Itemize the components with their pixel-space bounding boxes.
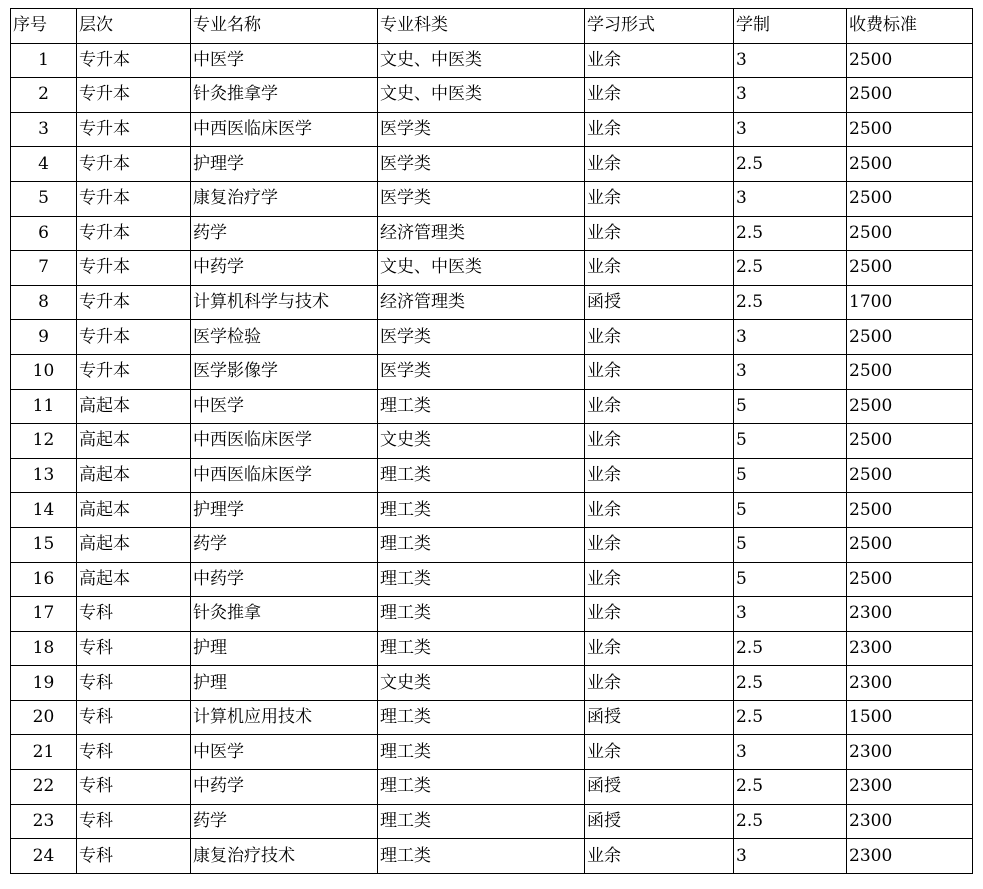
cell-fee: 1500: [847, 700, 973, 735]
cell-index: 7: [11, 251, 77, 286]
cell-major: 计算机应用技术: [191, 700, 378, 735]
cell-fee: 2300: [847, 666, 973, 701]
header-cell-fee: 收费标准: [847, 9, 973, 44]
cell-level: 高起本: [77, 458, 191, 493]
cell-major: 中西医临床医学: [191, 458, 378, 493]
cell-fee: 2500: [847, 181, 973, 216]
table-row: [11, 597, 973, 632]
cell-study-mode: 业余: [585, 424, 734, 459]
cell-study-mode: 业余: [585, 458, 734, 493]
cell-duration: 5: [734, 424, 847, 459]
cell-major: 中药学: [191, 251, 378, 286]
cell-duration: 2.5: [734, 700, 847, 735]
cell-level: 专科: [77, 597, 191, 632]
cell-major: 医学影像学: [191, 354, 378, 389]
cell-fee: 2500: [847, 147, 973, 182]
cell-level: 专升本: [77, 181, 191, 216]
table-row: [11, 389, 973, 424]
cell-duration: 3: [734, 354, 847, 389]
cell-fee: 2500: [847, 424, 973, 459]
cell-level: 专科: [77, 770, 191, 805]
cell-duration: 3: [734, 112, 847, 147]
cell-index: 11: [11, 389, 77, 424]
cell-category: 医学类: [378, 181, 585, 216]
cell-index: 15: [11, 527, 77, 562]
cell-category: 医学类: [378, 147, 585, 182]
cell-category: 理工类: [378, 458, 585, 493]
cell-level: 专科: [77, 804, 191, 839]
table-row: [11, 424, 973, 459]
cell-level: 专科: [77, 839, 191, 874]
header-cell-level: 层次: [77, 9, 191, 44]
table-row: [11, 251, 973, 286]
cell-major: 计算机科学与技术: [191, 285, 378, 320]
cell-duration: 5: [734, 562, 847, 597]
cell-study-mode: 业余: [585, 839, 734, 874]
cell-category: 文史类: [378, 424, 585, 459]
cell-major: 护理: [191, 631, 378, 666]
cell-duration: 2.5: [734, 631, 847, 666]
cell-category: 医学类: [378, 320, 585, 355]
cell-duration: 2.5: [734, 147, 847, 182]
cell-fee: 2300: [847, 735, 973, 770]
header-cell-study-mode: 学习形式: [585, 9, 734, 44]
cell-study-mode: 函授: [585, 770, 734, 805]
cell-study-mode: 函授: [585, 285, 734, 320]
cell-fee: 1700: [847, 285, 973, 320]
cell-major: 中药学: [191, 770, 378, 805]
cell-fee: 2500: [847, 562, 973, 597]
cell-major: 护理学: [191, 147, 378, 182]
cell-category: 理工类: [378, 839, 585, 874]
cell-level: 高起本: [77, 493, 191, 528]
cell-level: 高起本: [77, 527, 191, 562]
cell-duration: 2.5: [734, 251, 847, 286]
cell-study-mode: 业余: [585, 527, 734, 562]
cell-category: 理工类: [378, 804, 585, 839]
cell-level: 专升本: [77, 112, 191, 147]
cell-level: 高起本: [77, 562, 191, 597]
cell-study-mode: 业余: [585, 597, 734, 632]
cell-category: 理工类: [378, 527, 585, 562]
header-row: [11, 9, 973, 44]
cell-category: 理工类: [378, 389, 585, 424]
cell-duration: 2.5: [734, 666, 847, 701]
cell-level: 专升本: [77, 216, 191, 251]
cell-fee: 2300: [847, 631, 973, 666]
cell-study-mode: 业余: [585, 735, 734, 770]
cell-level: 专科: [77, 666, 191, 701]
cell-category: 经济管理类: [378, 216, 585, 251]
cell-major: 护理: [191, 666, 378, 701]
cell-fee: 2500: [847, 112, 973, 147]
fee-table: [10, 8, 973, 874]
table-row: [11, 112, 973, 147]
cell-fee: 2500: [847, 251, 973, 286]
table-body: [11, 9, 973, 874]
table-row: [11, 493, 973, 528]
cell-duration: 3: [734, 78, 847, 113]
cell-index: 6: [11, 216, 77, 251]
cell-duration: 2.5: [734, 285, 847, 320]
cell-category: 医学类: [378, 354, 585, 389]
cell-fee: 2500: [847, 493, 973, 528]
cell-index: 4: [11, 147, 77, 182]
cell-duration: 5: [734, 458, 847, 493]
cell-study-mode: 业余: [585, 493, 734, 528]
cell-study-mode: 函授: [585, 804, 734, 839]
cell-study-mode: 业余: [585, 78, 734, 113]
cell-index: 24: [11, 839, 77, 874]
header-cell-index: 序号: [11, 9, 77, 44]
cell-duration: 5: [734, 527, 847, 562]
cell-fee: 2500: [847, 78, 973, 113]
table-row: [11, 666, 973, 701]
cell-category: 理工类: [378, 700, 585, 735]
cell-category: 文史、中医类: [378, 251, 585, 286]
cell-major: 医学检验: [191, 320, 378, 355]
cell-study-mode: 业余: [585, 112, 734, 147]
cell-major: 中医学: [191, 735, 378, 770]
cell-index: 12: [11, 424, 77, 459]
table-row: [11, 43, 973, 78]
cell-level: 专升本: [77, 285, 191, 320]
cell-study-mode: 业余: [585, 631, 734, 666]
cell-fee: 2300: [847, 597, 973, 632]
cell-index: 10: [11, 354, 77, 389]
cell-study-mode: 业余: [585, 43, 734, 78]
cell-study-mode: 业余: [585, 216, 734, 251]
table-row: [11, 631, 973, 666]
cell-category: 理工类: [378, 770, 585, 805]
table-row: [11, 804, 973, 839]
cell-study-mode: 业余: [585, 147, 734, 182]
table-row: [11, 285, 973, 320]
cell-category: 文史、中医类: [378, 43, 585, 78]
cell-major: 药学: [191, 216, 378, 251]
cell-duration: 3: [734, 735, 847, 770]
cell-index: 13: [11, 458, 77, 493]
cell-index: 16: [11, 562, 77, 597]
cell-level: 专科: [77, 735, 191, 770]
cell-major: 康复治疗技术: [191, 839, 378, 874]
cell-duration: 2.5: [734, 216, 847, 251]
cell-fee: 2300: [847, 804, 973, 839]
cell-duration: 2.5: [734, 770, 847, 805]
cell-fee: 2500: [847, 43, 973, 78]
cell-level: 专升本: [77, 78, 191, 113]
cell-category: 理工类: [378, 735, 585, 770]
cell-major: 护理学: [191, 493, 378, 528]
cell-category: 文史、中医类: [378, 78, 585, 113]
cell-fee: 2500: [847, 458, 973, 493]
cell-major: 中药学: [191, 562, 378, 597]
table-row: [11, 354, 973, 389]
cell-fee: 2500: [847, 527, 973, 562]
cell-level: 专科: [77, 631, 191, 666]
cell-category: 文史类: [378, 666, 585, 701]
cell-level: 专升本: [77, 147, 191, 182]
cell-level: 专科: [77, 700, 191, 735]
cell-index: 14: [11, 493, 77, 528]
cell-level: 专升本: [77, 354, 191, 389]
cell-fee: 2500: [847, 216, 973, 251]
cell-index: 23: [11, 804, 77, 839]
table-row: [11, 700, 973, 735]
table-row: [11, 562, 973, 597]
cell-study-mode: 函授: [585, 700, 734, 735]
cell-fee: 2500: [847, 389, 973, 424]
cell-fee: 2300: [847, 839, 973, 874]
cell-major: 药学: [191, 527, 378, 562]
cell-study-mode: 业余: [585, 320, 734, 355]
header-cell-duration: 学制: [734, 9, 847, 44]
cell-duration: 3: [734, 181, 847, 216]
cell-duration: 3: [734, 320, 847, 355]
cell-duration: 3: [734, 597, 847, 632]
cell-fee: 2500: [847, 320, 973, 355]
cell-index: 17: [11, 597, 77, 632]
cell-major: 针灸推拿: [191, 597, 378, 632]
cell-category: 经济管理类: [378, 285, 585, 320]
cell-level: 高起本: [77, 424, 191, 459]
cell-major: 中医学: [191, 43, 378, 78]
cell-fee: 2300: [847, 770, 973, 805]
cell-duration: 3: [734, 43, 847, 78]
cell-index: 9: [11, 320, 77, 355]
cell-major: 针灸推拿学: [191, 78, 378, 113]
table-row: [11, 320, 973, 355]
cell-duration: 5: [734, 493, 847, 528]
cell-fee: 2500: [847, 354, 973, 389]
cell-category: 理工类: [378, 493, 585, 528]
cell-major: 中西医临床医学: [191, 112, 378, 147]
cell-category: 理工类: [378, 562, 585, 597]
cell-index: 19: [11, 666, 77, 701]
header-cell-category: 专业科类: [378, 9, 585, 44]
table-row: [11, 735, 973, 770]
cell-index: 22: [11, 770, 77, 805]
cell-category: 理工类: [378, 631, 585, 666]
table-row: [11, 527, 973, 562]
table-row: [11, 216, 973, 251]
cell-duration: 3: [734, 839, 847, 874]
cell-level: 专升本: [77, 320, 191, 355]
table-row: [11, 181, 973, 216]
cell-major: 中医学: [191, 389, 378, 424]
cell-major: 康复治疗学: [191, 181, 378, 216]
cell-index: 8: [11, 285, 77, 320]
cell-index: 5: [11, 181, 77, 216]
cell-index: 1: [11, 43, 77, 78]
cell-level: 专升本: [77, 43, 191, 78]
cell-study-mode: 业余: [585, 354, 734, 389]
cell-study-mode: 业余: [585, 562, 734, 597]
cell-index: 2: [11, 78, 77, 113]
cell-study-mode: 业余: [585, 666, 734, 701]
cell-study-mode: 业余: [585, 389, 734, 424]
cell-index: 21: [11, 735, 77, 770]
cell-study-mode: 业余: [585, 181, 734, 216]
table-row: [11, 770, 973, 805]
cell-duration: 2.5: [734, 804, 847, 839]
table-row: [11, 458, 973, 493]
cell-level: 高起本: [77, 389, 191, 424]
cell-index: 18: [11, 631, 77, 666]
cell-major: 药学: [191, 804, 378, 839]
header-cell-major: 专业名称: [191, 9, 378, 44]
table-row: [11, 147, 973, 182]
cell-major: 中西医临床医学: [191, 424, 378, 459]
cell-study-mode: 业余: [585, 251, 734, 286]
cell-category: 理工类: [378, 597, 585, 632]
table-row: [11, 839, 973, 874]
cell-index: 20: [11, 700, 77, 735]
cell-duration: 5: [734, 389, 847, 424]
table-row: [11, 78, 973, 113]
cell-level: 专升本: [77, 251, 191, 286]
cell-index: 3: [11, 112, 77, 147]
cell-category: 医学类: [378, 112, 585, 147]
